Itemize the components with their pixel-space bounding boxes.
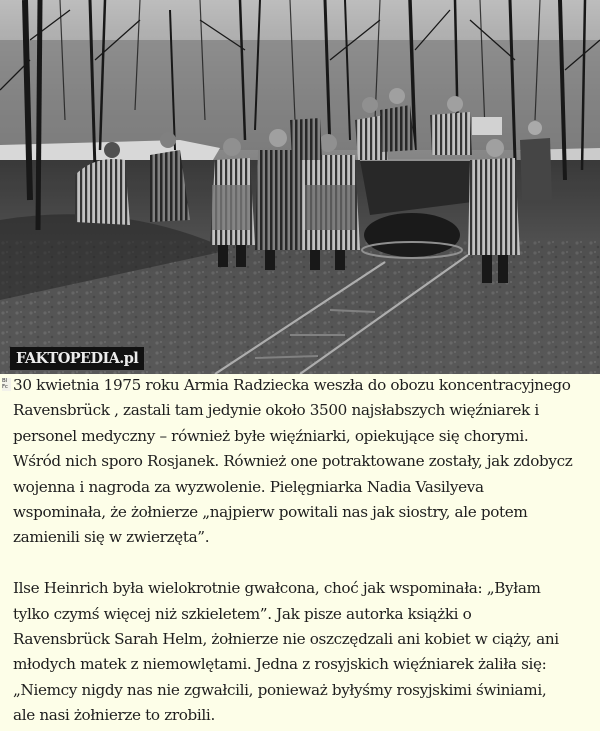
caption-text xyxy=(13,373,598,728)
caption-line: zamienili się w zwierzęta”. xyxy=(13,528,210,547)
caption-line: tylko czymś więcej niż szkieletem”. Jak pisze autorka książki o xyxy=(13,604,472,623)
caption-line: Ravensbrück Sarah Helm, żołnierze nie oszczędzali ani kobiet w ciąży, ani xyxy=(13,629,559,648)
caption-line: wojenna i nagroda za wyzwolenie. Pielęgniarka Nadia Vasilyeva xyxy=(13,477,484,496)
caption-line: personel medyczny – również byłe więźniarki, opiekujące się chorymi. xyxy=(13,426,529,445)
caption-line: Ravensbrück , zastali tam jedynie około 3500 najsłabszych więźniarek i xyxy=(13,401,539,420)
caption-line: Ilse Heinrich była wielokrotnie gwałcona, choć jak wspominała: „Byłam xyxy=(13,579,541,598)
caption-line: ale nasi żołnierze to zrobili. xyxy=(13,706,215,725)
caption-line: „Niemcy nigdy nas nie zgwałcili, ponieważ byłyśmy rosyjskimi świniami, xyxy=(13,680,547,699)
caption-line: 30 kwietnia 1975 roku Armia Radziecka weszła do obozu koncentracyjnego xyxy=(13,376,571,394)
caption-line: młodych matek z niemowlętami. Jedna z rosyjskich więźniarek żaliła się: xyxy=(13,655,547,674)
caption-line: Wśród nich sporo Rosjanek. Również one potraktowane zostały, jak zdobycz xyxy=(13,452,573,471)
watermark-logo: FAKTOPEDIA.pl xyxy=(10,347,144,370)
caption-line: wspominała, że żołnierze „najpierw powitali nas jak siostry, ale potem xyxy=(13,502,528,521)
paragraph-gap xyxy=(13,551,598,576)
caption-area xyxy=(0,374,600,731)
broken-image-icon xyxy=(2,378,11,391)
broken-image-alt-2: Fc xyxy=(2,384,8,390)
broken-image-alt-1: Bl xyxy=(2,378,7,384)
